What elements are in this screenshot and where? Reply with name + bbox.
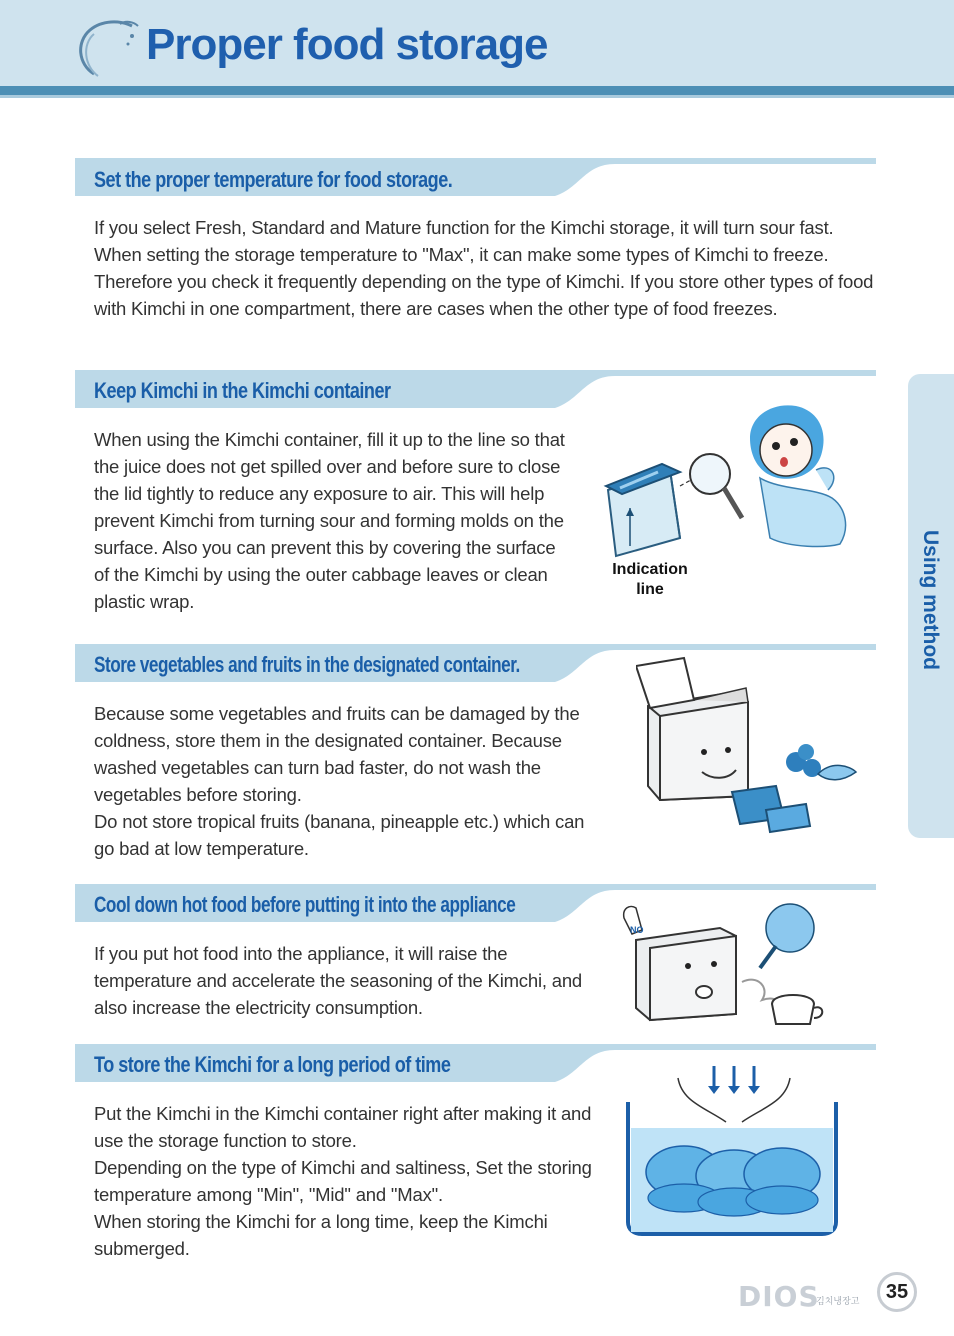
indication-line-label: Indication line [612,561,688,598]
page-number: 35 [877,1272,917,1312]
section-text-hot-food [94,940,584,1021]
brand-subtitle: 김치냉장고 [816,1296,860,1306]
kimchi-container-illustration [600,398,870,558]
paragraph: When using the Kimchi container, fill it up to the line so that the juice does not get spilled over and before sure to close the lid tightly to reduce any exposure to air. This will help prevent Kimchi from turning sour and forming molds on the surface. Also you can prevent this by covering the surface of the Kimchi by using the outer cabbage leaves or clean plastic wrap. [94,429,565,612]
section-title-container: Keep Kimchi in the Kimchi container [94,378,391,403]
side-tab-label-wrap [906,530,942,690]
section-title-long-storage: To store the Kimchi for a long period of time [94,1052,451,1077]
kimchi-fridge-vegetables-illustration [636,656,862,836]
kimchi-submerged-illustration [622,1062,846,1240]
paragraph: If you select Fresh, Standard and Mature function for the Kimchi storage, it will turn sour fast. When setting the storage temperature to "Max", it can make some types of Kimchi to freeze. Therefore you check it frequently depending on the type of Kimchi. If you store other types of food with Kimchi in one compartment, there are cases when the other type of food freezes. [94,217,874,319]
paragraph: Put the Kimchi in the Kimchi container right after making it and use the storage function to store. [94,1103,592,1151]
paragraph: If you put hot food into the appliance, it will raise the temperature and accelerate the seasoning of the Kimchi, and also increase the electricity consumption. [94,943,583,1018]
paragraph: Depending on the type of Kimchi and saltiness, Set the storing temperature among "Min", "Mid" and "Max". [94,1157,592,1205]
header-divider-light [0,95,954,98]
paragraph: Because some vegetables and fruits can be damaged by the coldness, store them in the designated container. Because washed vegetables can turn bad faster, do not wash the vegetables before storing. [94,703,580,805]
section-text-temperature [94,214,874,322]
section-title-vegetables: Store vegetables and fruits in the designated container. [94,652,520,677]
section-text-container [94,426,572,615]
swoosh-logo-icon [72,14,142,80]
header-divider [0,86,954,95]
section-text-long-storage [94,1100,594,1262]
no-sign-text: NO [630,925,644,935]
section-title-hot-food: Cool down hot food before putting it into the appliance [94,892,516,917]
paragraph: When storing the Kimchi for a long time, keep the Kimchi submerged. [94,1211,548,1259]
page-title: Proper food storage [146,20,548,69]
hot-food-warning-illustration [620,900,850,1028]
brand-logo: DIOS [738,1280,820,1313]
section-title-temperature: Set the proper temperature for food storage. [94,167,453,192]
paragraph: Do not store tropical fruits (banana, pineapple etc.) which can go bad at low temperature. [94,811,585,859]
side-tab-label: Using method [919,530,942,670]
section-text-vegetables [94,700,606,862]
